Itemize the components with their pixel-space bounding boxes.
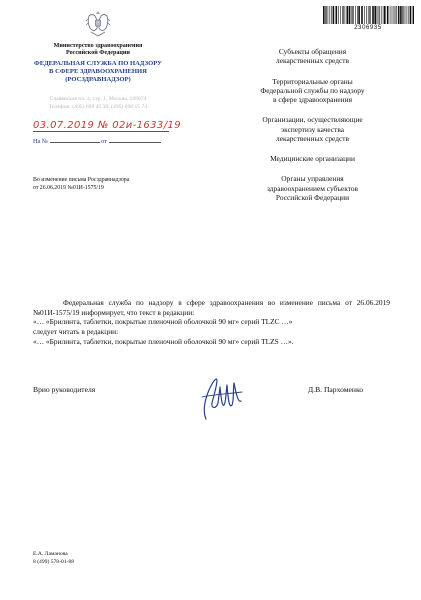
service-line-1: ФЕДЕРАЛЬНАЯ СЛУЖБА ПО НАДЗОРУ: [34, 60, 162, 67]
signatory-position: Врио руководителя: [33, 385, 96, 394]
executor-phone: 8 (499) 578-01-88: [33, 558, 75, 565]
recipient-line: Российской Федерации: [275, 192, 350, 202]
reference-line: [33, 137, 161, 145]
recipient-group: [250, 115, 375, 143]
barcode: [322, 6, 414, 33]
recipient-line: Территориальные органы: [272, 76, 353, 86]
recipient-line: Органы управления: [281, 174, 344, 184]
recipient-line: лекарственных средств: [276, 56, 349, 66]
coat-of-arms-emblem-icon: [85, 8, 111, 39]
body-quote-old: «… «Брилинта, таблетки, покрытые пленочной оболочкой 90 мг» серий TLZC …»: [33, 317, 293, 327]
body-paragraph-2: следует читать в редакции:: [33, 326, 119, 336]
service-address: [22, 96, 174, 111]
barcode-bars: [322, 6, 414, 24]
recipient-line: здравоохранением субъектов: [266, 183, 359, 193]
recipient-group: [250, 154, 375, 163]
recipient-group: [250, 174, 375, 202]
reference-number-blank: [50, 137, 100, 143]
service-line-2: В СФЕРЕ ЗДРАВООХРАНЕНИЯ: [49, 68, 147, 76]
executor-name: Е.А. Ламанова: [33, 551, 68, 557]
recipient-line: Медицинские организации: [270, 154, 355, 163]
subject-line-2: от 26.06.2019 №01И-1575/19: [33, 184, 104, 191]
barcode-number: 2306935: [354, 25, 382, 31]
service-line-3: (РОСЗДРАВНАДЗОР): [65, 76, 131, 84]
ministry-line-1: Министерство здравоохранения: [53, 43, 143, 49]
reference-number-label: На №: [33, 138, 48, 145]
recipient-group: [250, 47, 375, 66]
recipient-line: лекарственных средств: [276, 133, 349, 143]
recipient-line: Федеральной службы по надзору: [260, 85, 365, 95]
body-quote-new: «… «Брилинта, таблетки, покрытые пленочной оболочкой 90 мг» серий TLZS …».: [33, 336, 294, 346]
handwritten-signature-icon: [196, 375, 252, 423]
recipients-block: [250, 47, 375, 213]
reference-date-label: от: [101, 138, 107, 145]
registration-date-number: 03.07.2019 № 02и-1633/19: [33, 120, 181, 131]
address-line-2: Телефон: (495) 698 45 38; (495) 698 15 74: [48, 103, 148, 110]
executor-info: [33, 551, 74, 567]
letter-body: [33, 298, 390, 346]
reference-date-blank: [109, 137, 161, 143]
recipient-line: в сфере здравоохранения: [273, 95, 352, 104]
recipient-group: [250, 77, 375, 105]
subject-line-1: Во изменение письма Росздравнадзора: [33, 177, 130, 183]
recipient-line: Организации, осуществляющие: [262, 115, 363, 125]
letter-subject: [33, 177, 193, 193]
signatory-name: Д.В. Пархоменко: [308, 385, 364, 394]
service-name: [18, 60, 178, 85]
ministry-name: [30, 43, 166, 58]
recipient-line: Субъекты обращения: [278, 47, 347, 56]
registration-underline: [33, 131, 169, 132]
ministry-line-2: Российской Федерации: [66, 50, 130, 57]
address-line-1: Славянская пл. 4, стр. 1, Москва, 109074: [49, 96, 147, 102]
recipient-line: экспертизу качества: [280, 124, 344, 134]
body-paragraph-1: Федеральная служба по надзору в сфере здравоохранения во изменение письма от 26.06.2019 №01И-1575/19 информирует, что текст в редакции:: [33, 298, 390, 317]
